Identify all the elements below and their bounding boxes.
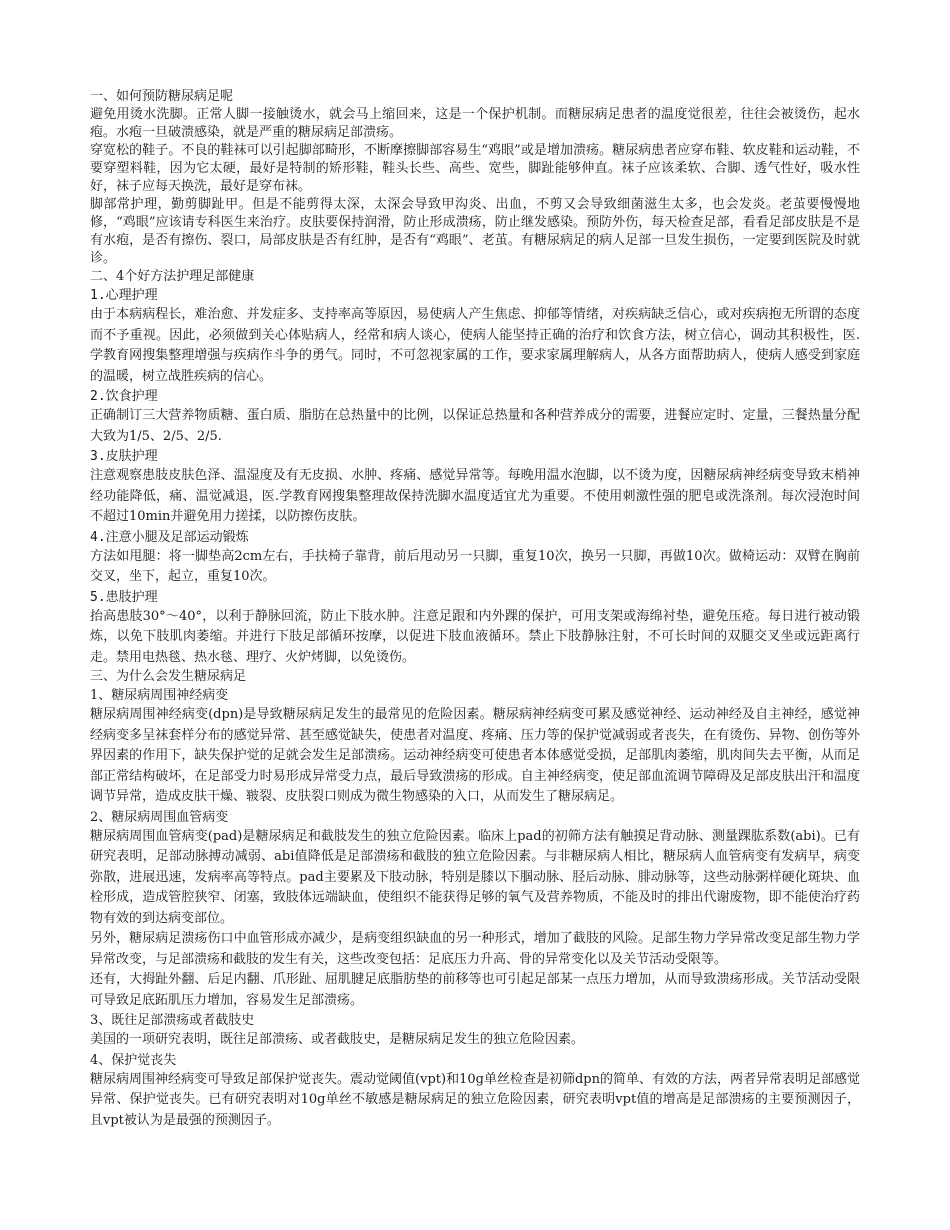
subheading: 4、保护觉丧失	[90, 1052, 177, 1068]
subheading: 3、既往足部溃疡或者截肢史	[90, 1013, 255, 1028]
paragraph: 注意观察患肢皮肤色泽、温湿度及有无皮损、水肿、疼痛、感觉异常等。每晚用温水泡脚，以不烫为度，因糖尿病神经病变导致末梢神经功能降低，痛、温觉减退，医.学教育网搜集整理故保持洗脚水温度适宜尤为重要。不使用刺激性强的肥皂或洗涤剂。每次浸泡时间不超过10min并避免用力搓揉，以防擦伤皮肤。	[90, 468, 860, 524]
paragraph: 脚部常护理，勤剪脚趾甲。但是不能剪得太深，太深会导致甲沟炎、出血，不剪又会导致细菌滋生太多，也会发炎。老茧要慢慢地修，“鸡眼”应该请专科医生来治疗。皮肤要保持润滑，防止形成溃疡，防止继发感染。预防外伤，每天检查足部，看看足部皮肤是不是有水疱，是否有擦伤、裂口，局部皮肤是否有红肿，是否有“鸡眼”、老茧。有糖尿病足的病人足部一旦发生损伤，一定要到医院及时就诊。	[90, 197, 860, 266]
section-title-prevention: 一、如何预防糖尿病足呢	[90, 89, 234, 104]
paragraph: 还有，大拇趾外翻、后足内翻、爪形趾、屈肌腱足底脂肪垫的前移等也可引起足部某一点压力增加，从而导致溃疡形成。关节活动受限可导致足底跖肌压力增加，容易发生足部溃疡。	[90, 972, 860, 1008]
paragraph: 糖尿病周围血管病变(pad)是糖尿病足和截肢发生的独立危险因素。临床上pad的初筛方法有触摸足背动脉、测量踝肱系数(abi)。已有研究表明，足部动脉搏动减弱、abi值降低是足部溃疡和截肢的独立危险因素。与非糖尿病人相比，糖尿病人血管病变有发病早，病变弥散，进展迅速，发病率高等特点。pad主要累及下肢动脉，特别是膝以下腘动脉、胫后动脉、腓动脉等，这些动脉粥样硬化斑块、血栓形成，造成管腔狭窄、闭塞，致肢体远端缺血，使组织不能获得足够的氧气及营养物质，不能及时的排出代谢废物，即不能使治疗药物有效的到达病变部位。	[90, 828, 860, 926]
paragraph: 抬高患肢30°～40°，以利于静脉回流，防止下肢水肿。注意足跟和内外踝的保护，可用支架或海绵衬垫，避免压疮。每日进行被动锻炼，以免下肢肌肉萎缩。并进行下肢足部循环按摩，以促进下肢血液循环。禁止下肢静脉注射，不可长时间的双腿交叉坐或远距离行走。禁用电热毯、热水毯、理疗、火炉烤脚，以免烫伤。	[90, 608, 860, 665]
paragraph: 糖尿病周围神经病变可导致足部保护觉丧失。震动觉阈值(vpt)和10g单丝检查是初筛dpn的简单、有效的方法，两者异常表明足部感觉异常、保护觉丧失。已有研究表明对10g单丝不敏感是糖尿病足的独立危险因素，研究表明vpt值的增高是足部溃疡的主要预测因子，且vpt被认为是最强的预测因子。	[90, 1071, 860, 1128]
subheading: 4.注意小腿及足部运动锻炼	[90, 529, 249, 545]
subheading: 3.皮肤护理	[90, 449, 158, 464]
subheading: 2、糖尿病周围血管病变	[90, 809, 229, 825]
subheading: 5.患肢护理	[90, 589, 158, 605]
paragraph: 糖尿病周围神经病变(dpn)是导致糖尿病足发生的最常见的危险因素。糖尿病神经病变可累及感觉神经、运动神经及自主神经，感觉神经病变多呈袜套样分布的感觉异常、甚至感觉缺失，使患者对温度、疼痛、压力等的保护觉减弱或者丧失，在有烫伤、异物、创伤等外界因素的作用下，缺失保护觉的足就会发生足部溃疡。运动神经病变可使患者本体感觉受损，足部肌肉萎缩，肌肉间失去平衡，从而足部正常结构破坏，在足部受力时易形成异常受力点，最后导致溃疡的形成。自主神经病变，使足部血流调节障碍及足部皮肤出汗和温度调节异常，造成皮肤干燥、皲裂、皮肤裂口则成为微生物感染的入口，从而发生了糖尿病足。	[90, 707, 860, 804]
subheading: 1.心理护理	[90, 288, 158, 303]
paragraph: 方法如甩腿：将一脚垫高2cm左右，手扶椅子靠背，前后甩动另一只脚，重复10次，换另一只脚，再做10次。做椅运动：双臂在胸前交叉，坐下，起立，重复10次。	[90, 548, 860, 584]
subheading: 2.饮食护理	[90, 389, 158, 404]
paragraph: 避免用烫水洗脚。正常人脚一接触烫水，就会马上缩回来，这是一个保护机制。而糖尿病足患者的温度觉很差，往往会被烫伤，起水疱。水疱一旦破溃感染，就是严重的糖尿病足部溃疡。	[90, 107, 860, 140]
paragraph: 由于本病病程长，难治愈、并发症多、支持率高等原因，易使病人产生焦虑、抑郁等情绪，对疾病缺乏信心，或对疾病抱无所谓的态度而不予重视。因此，必须做到关心体贴病人，经常和病人谈心，使病人能坚持正确的治疗和饮食方法，树立信心，调动其积极性，医.学教育网搜集整理增强与疾病作斗争的勇气。同时，不可忽视家属的工作，要求家属理解病人，从各方面帮助病人，使病人感受到家庭的温暖，树立战胜疾病的信心。	[90, 307, 860, 384]
paragraph: 正确制订三大营养物质糖、蛋白质、脂肪在总热量中的比例，以保证总热量和各种营养成分的需要，进餐应定时、定量，三餐热量分配大致为1/5、2/5、2/5.	[90, 408, 860, 444]
section-title-care: 二、4个好方法护理足部健康	[90, 269, 255, 284]
section-title-causes: 三、为什么会发生糖尿病足	[90, 669, 247, 684]
paragraph: 美国的一项研究表明，既往足部溃疡、或者截肢史，是糖尿病足发生的独立危险因素。	[90, 1032, 585, 1047]
document-page	[90, 88, 860, 1131]
paragraph: 另外，糖尿病足溃疡伤口中血管形成亦减少，是病变组织缺血的另一种形式，增加了截肢的风险。足部生物力学异常改变足部生物力学异常改变，与足部溃疡和截肢的发生有关，这些改变包括：足底压力升高、骨的异常变化以及关节活动受限等。	[90, 931, 860, 967]
subheading: 1、糖尿病周围神经病变	[90, 688, 229, 703]
paragraph: 穿宽松的鞋子。不良的鞋袜可以引起脚部畸形，不断摩擦脚部容易生“鸡眼”或是增加溃疡。糖尿病患者应穿布鞋、软皮鞋和运动鞋，不要穿塑料鞋，因为它太硬，最好是特制的矫形鞋，鞋头长些、高些、宽些，脚趾能够伸直。袜子应该柔软、合脚、透气性好，吸水性好，袜子应每天换洗，最好是穿布袜。	[90, 143, 860, 194]
